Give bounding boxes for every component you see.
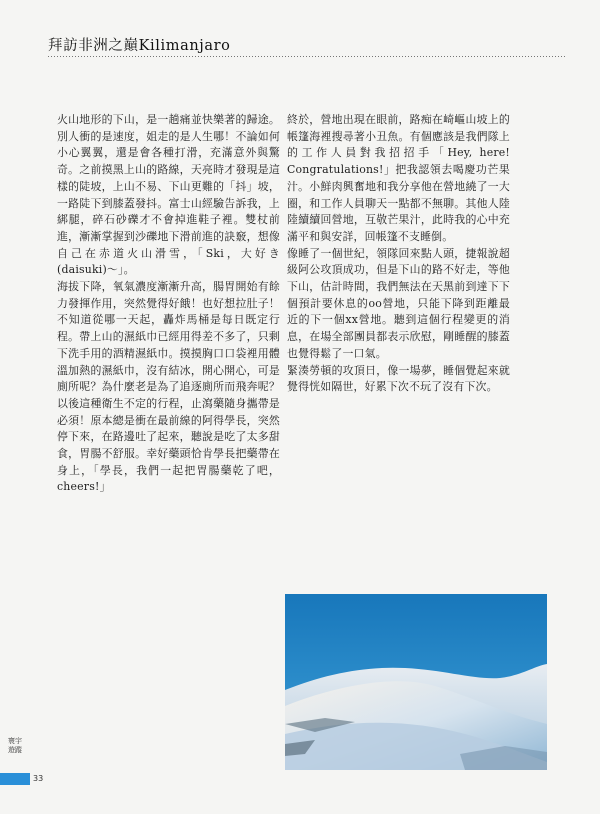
right-paragraph-3: 緊湊勞頓的攻頂日，像一場夢，睡個覺起來就覺得恍如隔世，好累下次不玩了沒有下次。 (287, 363, 510, 394)
right-text-column (287, 112, 510, 396)
right-paragraph-2: 像睡了一個世紀，領隊回來點人頭，捷報說超級阿公攻頂成功，但是下山的路不好走，等他下山，估計時間，我們無法在天黑前到達下下個預計要休息的oo營地，只能下降到距離最近的下一個xx營地。聽到這個行程變更的消息，在場全部團員都表示欣慰，剛睡醒的膝蓋也覺得鬆了一口氣。 (287, 246, 510, 360)
section-label: 寰宇遊蹤 (8, 737, 22, 754)
left-text-column (57, 112, 280, 496)
header-divider (48, 56, 566, 57)
page-number: 33 (33, 774, 44, 783)
snowy-mountain-photo (285, 594, 547, 770)
article-title: 拜訪非洲之巔Kilimanjaro (48, 38, 231, 54)
left-paragraph-1: 火山地形的下山，是一趟痛並快樂著的歸途。別人衝的是速度，姐走的是人生哪！不論如何小心翼翼，還是會各種打滑，充滿意外與驚奇。之前摸黑上山的路線，天亮時才發現是這樣的陡坡，上山不易、下山更難的「抖」坡，一路陡下到膝蓋發抖。富士山經驗告訴我，上綁腿，碎石砂礫才不會掉進鞋子裡。雙杖前進，漸漸掌握到沙礫地下滑前進的訣竅，想像自己在赤道火山滑雪，「Ski，大好き(daisuki)～」。 (57, 113, 280, 277)
mountain-photo-graphic (285, 594, 547, 770)
left-paragraph-2: 海拔下降，氧氣濃度漸漸升高，腸胃開始有餘力發揮作用，突然覺得好餓！也好想拉肚子！不知道從哪一天起，轟炸馬桶是每日既定行程。帶上山的濕紙巾已經用得差不多了，只剩下洗手用的酒精濕紙巾。摸摸胸口口袋裡用體溫加熱的濕紙巾，沒有結冰，開心開心，可是廁所呢？為什麼老是為了追逐廁所而飛奔呢？以後這種衛生不定的行程，止瀉藥隨身攜帶是必須！原本總是衝在最前線的阿得學長，突然停下來，在路邊吐了起來，聽說是吃了太多甜食，胃腸不舒服。幸好藥頭恰肯學長把藥帶在身上，「學長，我們一起把胃腸藥乾了吧，cheers!」 (57, 280, 280, 494)
right-paragraph-1: 終於，營地出現在眼前，路痴在崎嶇山坡上的帳篷海裡搜尋著小丑魚。有個應該是我們隊上的工作人員對我招招手「Hey, here! Congratulations!」把我認領去喝慶功芒果汁。小鮮肉興奮地和我分享他在營地繞了一大圈，和工作人員聊天一點都不無聊。其他人陸陸續續回營地，互敬芒果汁，此時我的心中充滿平和與安詳，回帳篷不支睡倒。 (287, 113, 510, 243)
page-marker-bar (0, 773, 30, 785)
page-header (48, 34, 568, 55)
